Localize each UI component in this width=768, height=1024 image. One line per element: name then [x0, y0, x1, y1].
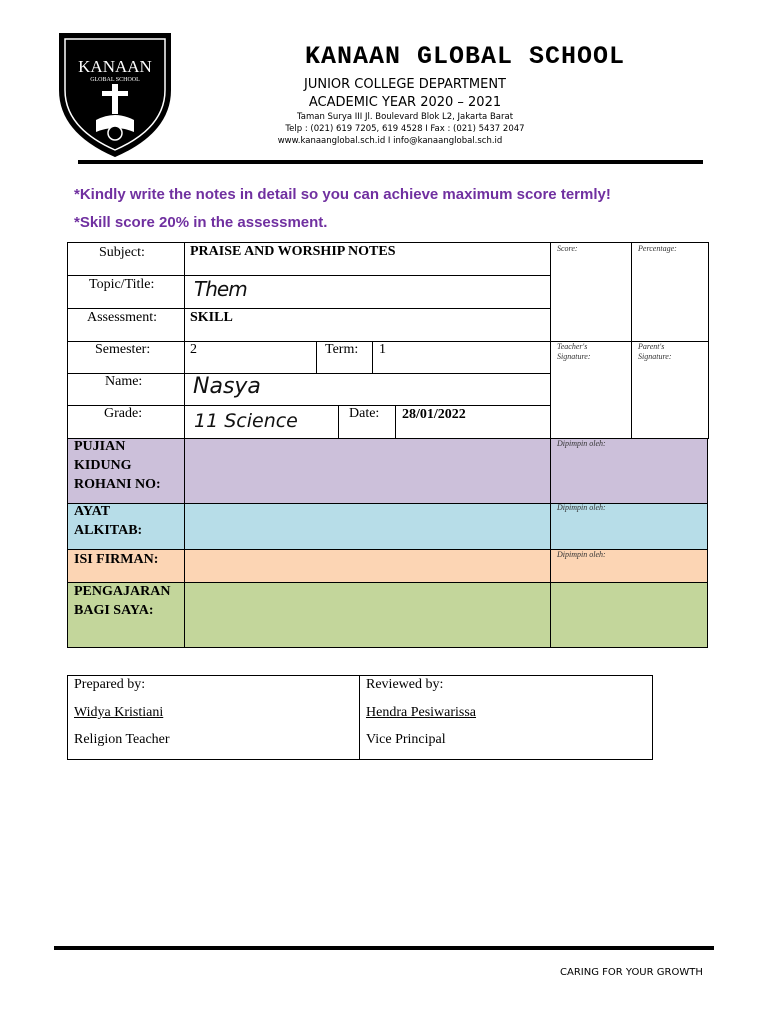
- svg-text:GLOBAL SCHOOL: GLOBAL SCHOOL: [90, 77, 140, 83]
- section-isi-input[interactable]: [184, 549, 551, 583]
- parent-signature-label: Parent's: [638, 342, 665, 351]
- reviewed-by-role: Vice Principal: [366, 732, 446, 747]
- prepared-by-role: Religion Teacher: [74, 732, 170, 747]
- subject-label: Subject:: [99, 245, 145, 260]
- score-box[interactable]: [550, 242, 632, 342]
- assessment-label: Assessment:: [87, 310, 157, 325]
- term-value-cell[interactable]: [372, 341, 551, 374]
- date-value: 28/01/2022: [402, 407, 466, 422]
- name-label: Name:: [105, 374, 143, 389]
- score-label: Score:: [557, 244, 578, 253]
- prepared-by-label: Prepared by:: [74, 677, 146, 692]
- reviewed-by-label: Reviewed by:: [366, 677, 444, 692]
- date-label: Date:: [349, 406, 380, 421]
- section-pengajaran-label: PENGAJARAN BAGI SAYA:: [74, 584, 171, 618]
- ayat-led-by-label: Dipimpin oleh:: [557, 503, 606, 512]
- school-name: KANAAN GLOBAL SCHOOL: [304, 42, 626, 71]
- subject-value: PRAISE AND WORSHIP NOTES: [190, 244, 396, 259]
- department: JUNIOR COLLEGE DEPARTMENT: [304, 77, 506, 92]
- parent-signature-label-2: Signature:: [638, 352, 672, 361]
- semester-value: 2: [190, 342, 197, 357]
- academic-year: ACADEMIC YEAR 2020 – 2021: [308, 95, 502, 110]
- prepared-by-name: Widya Kristiani: [74, 705, 164, 720]
- semester-label: Semester:: [95, 342, 151, 357]
- section-pujian-label: PUJIAN KIDUNG ROHANI NO:: [74, 439, 161, 492]
- teacher-signature-label: Teacher's: [557, 342, 588, 351]
- reviewed-by-name: Hendra Pesiwarissa: [366, 705, 477, 720]
- topic-label: Topic/Title:: [89, 277, 155, 292]
- section-pengajaran-extra[interactable]: [550, 582, 708, 648]
- semester-value-cell[interactable]: [184, 341, 317, 374]
- school-web: www.kanaanglobal.sch.id I info@kanaanglobal.sch.id: [277, 136, 503, 146]
- section-pengajaran-input[interactable]: [184, 582, 551, 648]
- section-ayat-input[interactable]: [184, 503, 551, 550]
- assessment-value: SKILL: [190, 310, 233, 325]
- notice-skill-score: *Skill score 20% in the assessment.: [74, 214, 328, 231]
- section-isi-label: ISI FIRMAN:: [74, 552, 159, 567]
- section-ayat-label: AYAT ALKITAB:: [74, 504, 143, 538]
- header-rule: [78, 160, 703, 164]
- footer-rule: [54, 946, 714, 950]
- school-address: Taman Surya III Jl. Boulevard Blok L2, Jakarta Barat: [296, 112, 514, 122]
- school-logo: [56, 20, 174, 160]
- percentage-label: Percentage:: [638, 244, 677, 253]
- assessment-value-cell[interactable]: [184, 308, 551, 342]
- notice-detail: *Kindly write the notes in detail so you can achieve maximum score termly!: [74, 186, 611, 203]
- term-label: Term:: [325, 342, 359, 357]
- svg-text:KANAAN: KANAAN: [78, 57, 152, 76]
- grade-handwritten-value: 11 Science: [194, 410, 298, 432]
- name-handwritten-value: Nasya: [193, 374, 261, 399]
- school-phone: Telp : (021) 619 7205, 619 4528 I Fax : (021) 5437 2047: [285, 124, 525, 134]
- topic-handwritten-value: Them: [194, 277, 247, 301]
- percentage-box[interactable]: [631, 242, 709, 342]
- footer-tagline: CARING FOR YOUR GROWTH: [560, 967, 703, 978]
- isi-led-by-label: Dipimpin oleh:: [557, 550, 606, 559]
- section-pujian-input[interactable]: [184, 438, 551, 504]
- pujian-led-by-label: Dipimpin oleh:: [557, 439, 606, 448]
- term-value: 1: [379, 342, 386, 357]
- grade-label: Grade:: [104, 406, 143, 421]
- teacher-signature-label-2: Signature:: [557, 352, 591, 361]
